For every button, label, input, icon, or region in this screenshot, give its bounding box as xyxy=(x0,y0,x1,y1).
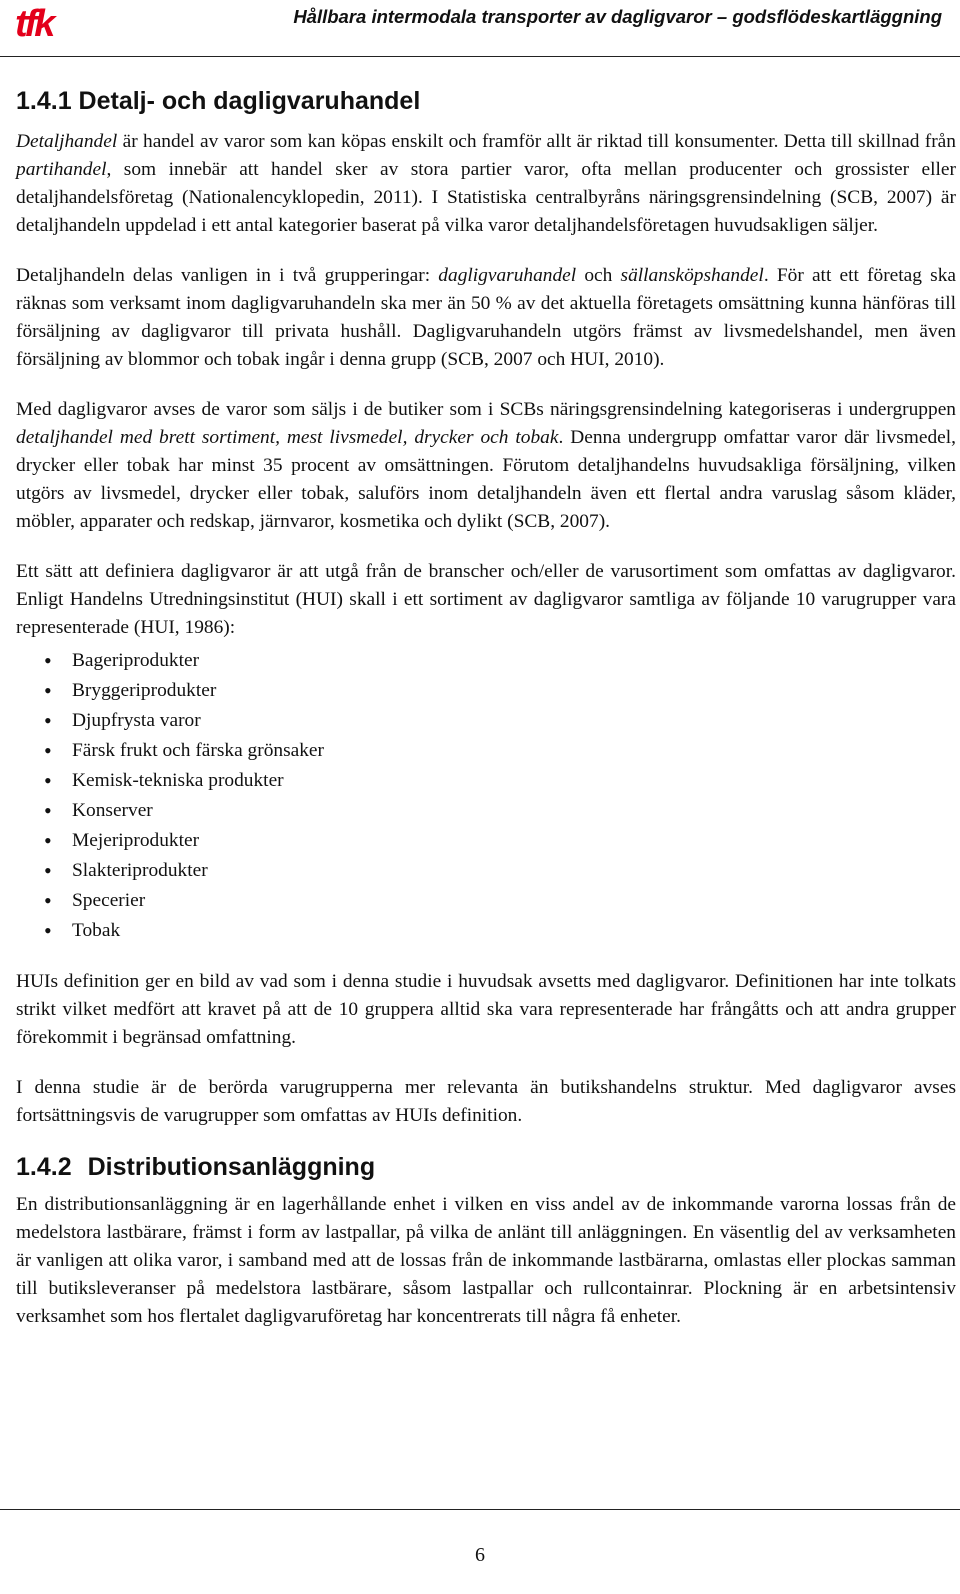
list-item: • Bryggeriprodukter xyxy=(16,676,956,706)
tfk-logo xyxy=(14,2,74,42)
section-number: 1.4.2 xyxy=(16,1153,72,1181)
list-item: • Kemisk-tekniska produkter xyxy=(16,766,956,796)
section-heading-1-4-1: 1.4.1 Detalj- och dagligvaruhandel xyxy=(16,87,421,115)
term-partihandel: partihandel xyxy=(16,159,107,180)
section-title: Distributionsanläggning xyxy=(87,1153,376,1181)
paragraph-dagligvaror: Med dagligvaror avses de varor som säljs i de butiker som i SCBs näringsgrensindelning kategoriseras i undergruppen detaljhandel med brett sortiment, mest livsmedel, drycker och tobak. Denna undergrupp omfattar varor där livsmedel, drycker eller tobak har minst 35 procent av omsättningen. Förutom detaljhandelns huvudsakliga försäljning, vilken utgörs av livsmedel, drycker eller tobak, saluförs inom detaljhandeln även ett flertal andra varuslag såsom kläder, möbler, apparater och redskap, järnvaror, kosmetika och dylikt (SCB, 2007). xyxy=(16,399,957,532)
paragraph-distributionsanlaggning: En distributionsanläggning är en lagerhållande enhet i vilken en viss andel av de inkommande varorna lossas från de medelstora lastbärare, främst i form av lastpallar, på vilka de anlänt till anläggningen. En väsentlig del av verksamheten är vanligen att olika varor, i samband med att de lossas från de inkommande lastbärarna, omlastas eller plockas samman till butiksleveranser på medelstora lastbärare, såsom lastpallar och rullcontainrar. Plockning är en arbetsintensiv verksamhet som hos flertalet dagligvaruföretag har koncentrerats till några få enheter. xyxy=(16,1194,956,1327)
paragraph-studie: I denna studie är de berörda varugrupperna mer relevanta än butikshandelns struktur. Med dagligvaror avses fortsättningsvis de varugrupper som omfattas av HUIs definition. xyxy=(16,1077,956,1126)
footer-rule xyxy=(0,1509,960,1510)
list-item: • Mejeriprodukter xyxy=(16,826,956,856)
paragraph-definiera: Ett sätt att definiera dagligvaror är att utgå från de branscher och/eller de varusortiment som omfattas av dagligvaror. Enligt Handelns Utredningsinstitut (HUI) skall i ett sortiment av dagligvaror samtliga av följande 10 varugrupper vara representerade (HUI, 1986): xyxy=(16,561,956,638)
term-sallanskopshandel: sällansköpshandel xyxy=(620,265,764,286)
list-item: • Specerier xyxy=(16,886,956,916)
varugrupper-list xyxy=(16,646,956,946)
term-dagligvaruhandel: dagligvaruhandel xyxy=(438,265,577,286)
section-heading-1-4-2 xyxy=(16,1152,956,1182)
list-item: • Konserver xyxy=(16,796,956,826)
paragraph-hui-definition: HUIs definition ger en bild av vad som i denna studie i huvudsak avsetts med dagligvaror. Definitionen har inte tolkats strikt vilket medfört att kravet på att de 10 gruppera alltid ska vara representerade har frångåtts och att andra grupper förekommit i begränsad omfattning. xyxy=(16,971,956,1048)
logo-text: tfk xyxy=(15,3,53,42)
running-title: Hållbara intermodala transporter av dagligvaror – godsflödeskartläggning xyxy=(293,6,942,27)
paragraph-grupperingar: Detaljhandeln delas vanligen in i två grupperingar: dagligvaruhandel och sällansköpshandel. För att ett företag ska räknas som verksamt inom dagligvaruhandeln ska mer än 50 % av det aktuella företagets omsättning kunna hänföras till försäljning av dagligvaror till privata hushåll. Dagligvaruhandeln utgörs främst av livsmedelshandel, men även försäljning av blommor och tobak ingår i denna grupp (SCB, 2007 och HUI, 2010). xyxy=(16,265,956,370)
list-item: • Tobak xyxy=(16,916,956,946)
list-item: • Bageriprodukter xyxy=(16,646,956,676)
list-item: • Slakteriprodukter xyxy=(16,856,956,886)
header-rule xyxy=(0,56,960,57)
page-number: 6 xyxy=(475,1544,485,1566)
list-item: • Djupfrysta varor xyxy=(16,706,956,736)
page-content xyxy=(16,86,956,1353)
term-undergrupp: detaljhandel med brett sortiment, mest livsmedel, drycker och tobak xyxy=(16,427,559,448)
list-item: • Färsk frukt och färska grönsaker xyxy=(16,736,956,766)
paragraph-detaljhandel: Detaljhandel är handel av varor som kan köpas enskilt och framför allt är riktad till konsumenter. Detta till skillnad från partihandel, som innebär att handel sker av stora partier varor, ofta mellan producenter och grossister eller detaljhandelsföretag (Nationalencyklopedin, 2011). I Statistiska centralbyråns näringsgrensindelning (SCB, 2007) är detaljhandeln uppdelad i ett antal kategorier baserat på vilka varor detaljhandelsföretagen huvudsakligen säljer. xyxy=(16,131,956,236)
term-detaljhandel: Detaljhandel xyxy=(16,131,118,152)
